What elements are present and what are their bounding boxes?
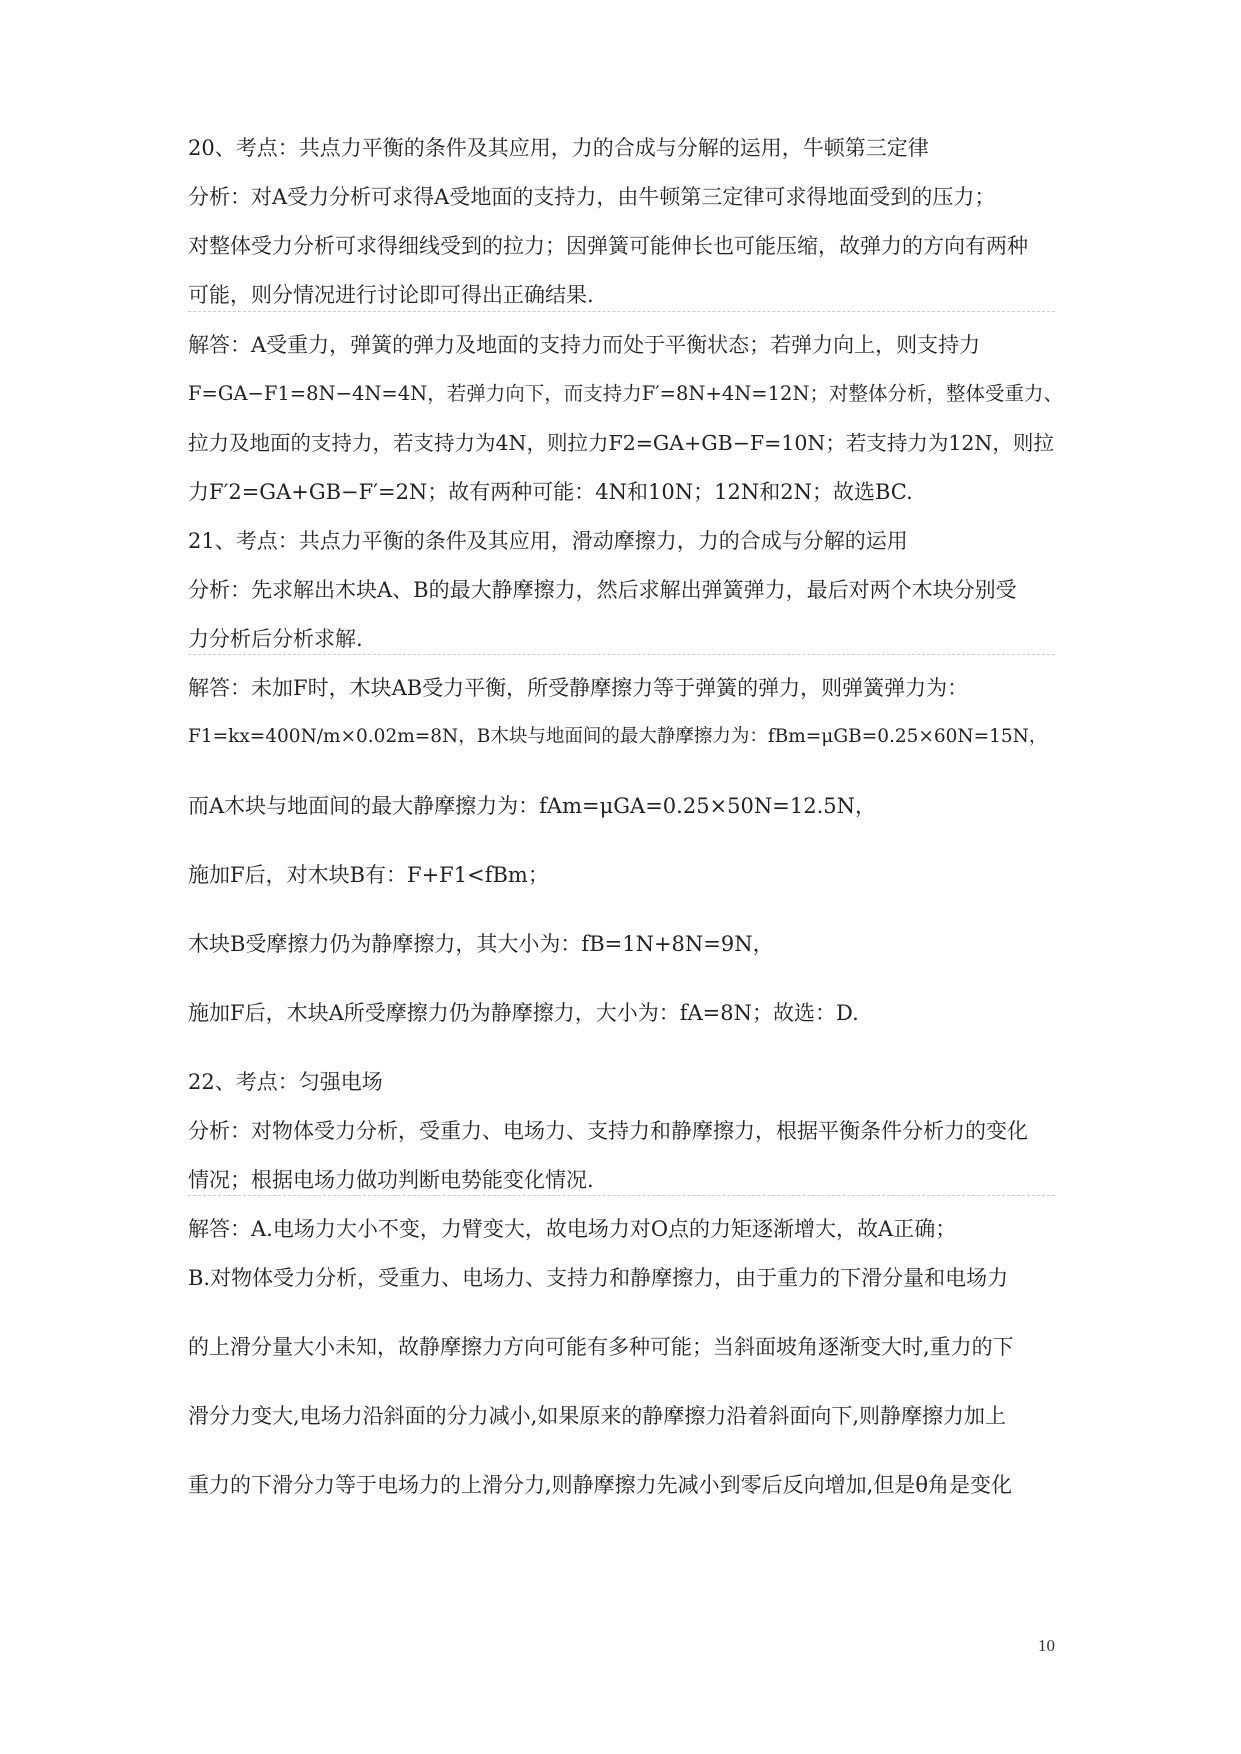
text-line: 分析：对物体受力分析，受重力、电场力、支持力和静摩擦力，根据平衡条件分析力的变化 bbox=[188, 1119, 1028, 1143]
text-line: 解答：未加F时，木块AB受力平衡，所受静摩擦力等于弹簧的弹力，则弹簧弹力为： bbox=[188, 676, 969, 700]
text-line: 拉力及地面的支持力，若支持力为4N，则拉力F2=GA+GB−F=10N；若支持力为12N，则拉 bbox=[188, 431, 1054, 455]
page-number: 10 bbox=[1038, 1636, 1055, 1655]
text-line: 解答：A.电场力大小不变，力臂变大，故电场力对O点的力矩逐渐增大，故A正确； bbox=[188, 1217, 957, 1241]
dashed-divider bbox=[188, 311, 1055, 312]
text-line: 对整体受力分析可求得细线受到的拉力；因弹簧可能伸长也可能压缩，故弹力的方向有两种 bbox=[188, 234, 1028, 258]
text-line: 情况；根据电场力做功判断电势能变化情况. bbox=[188, 1168, 594, 1192]
text-line: F=GA−F1=8N−4N=4N，若弹力向下，而支持力F′=8N+4N=12N；对整体分析，整体受重力、 bbox=[188, 382, 1064, 405]
text-line: 22、考点：匀强电场 bbox=[188, 1070, 383, 1094]
text-line: 力分析后分析求解. bbox=[188, 627, 363, 651]
text-line: 滑分力变大,电场力沿斜面的分力减小,如果原来的静摩擦力沿着斜面向下,则静摩擦力加上 bbox=[188, 1404, 1007, 1428]
text-line: 解答：A受重力，弹簧的弹力及地面的支持力而处于平衡状态；若弹力向上，则支持力 bbox=[188, 333, 981, 357]
text-line: 重力的下滑分力等于电场力的上滑分力,则静摩擦力先减小到零后反向增加,但是θ角是变化 bbox=[188, 1473, 1012, 1497]
text-line: B.对物体受力分析，受重力、电场力、支持力和静摩擦力，由于重力的下滑分量和电场力 bbox=[188, 1266, 1009, 1290]
text-line: 的上滑分量大小未知，故静摩擦力方向可能有多种可能；当斜面坡角逐渐变大时,重力的下 bbox=[188, 1335, 1014, 1359]
text-line: 木块B受摩擦力仍为静摩擦力，其大小为：fB=1N+8N=9N， bbox=[188, 932, 774, 956]
text-line: 可能，则分情况进行讨论即可得出正确结果. bbox=[188, 283, 594, 307]
text-line: 分析：对A受力分析可求得A受地面的支持力，由牛顿第三定律可求得地面受到的压力； bbox=[188, 185, 996, 209]
text-line: 分析：先求解出木块A、B的最大静摩擦力，然后求解出弹簧弹力，最后对两个木块分别受 bbox=[188, 578, 1017, 602]
text-line: 力F′2=GA+GB−F′=2N；故有两种可能：4N和10N；12N和2N；故选BC. bbox=[188, 480, 913, 504]
dashed-divider bbox=[188, 1195, 1055, 1196]
dashed-divider bbox=[188, 654, 1055, 655]
text-line: 施加F后，对木块B有：F+F1<fBm； bbox=[188, 863, 549, 887]
text-line: 而A木块与地面间的最大静摩擦力为：fAm=μGA=0.25×50N=12.5N， bbox=[188, 794, 876, 818]
text-line: 20、考点：共点力平衡的条件及其应用，力的合成与分解的运用，牛顿第三定律 bbox=[188, 136, 929, 160]
text-line: 21、考点：共点力平衡的条件及其应用，滑动摩擦力，力的合成与分解的运用 bbox=[188, 529, 908, 553]
text-line: 施加F后，木块A所受摩擦力仍为静摩擦力，大小为：fA=8N；故选：D. bbox=[188, 1001, 859, 1025]
text-line: F1=kx=400N/m×0.02m=8N，B木块与地面间的最大静摩擦力为：fBm=μGB=0.25×60N=15N， bbox=[188, 726, 1048, 747]
